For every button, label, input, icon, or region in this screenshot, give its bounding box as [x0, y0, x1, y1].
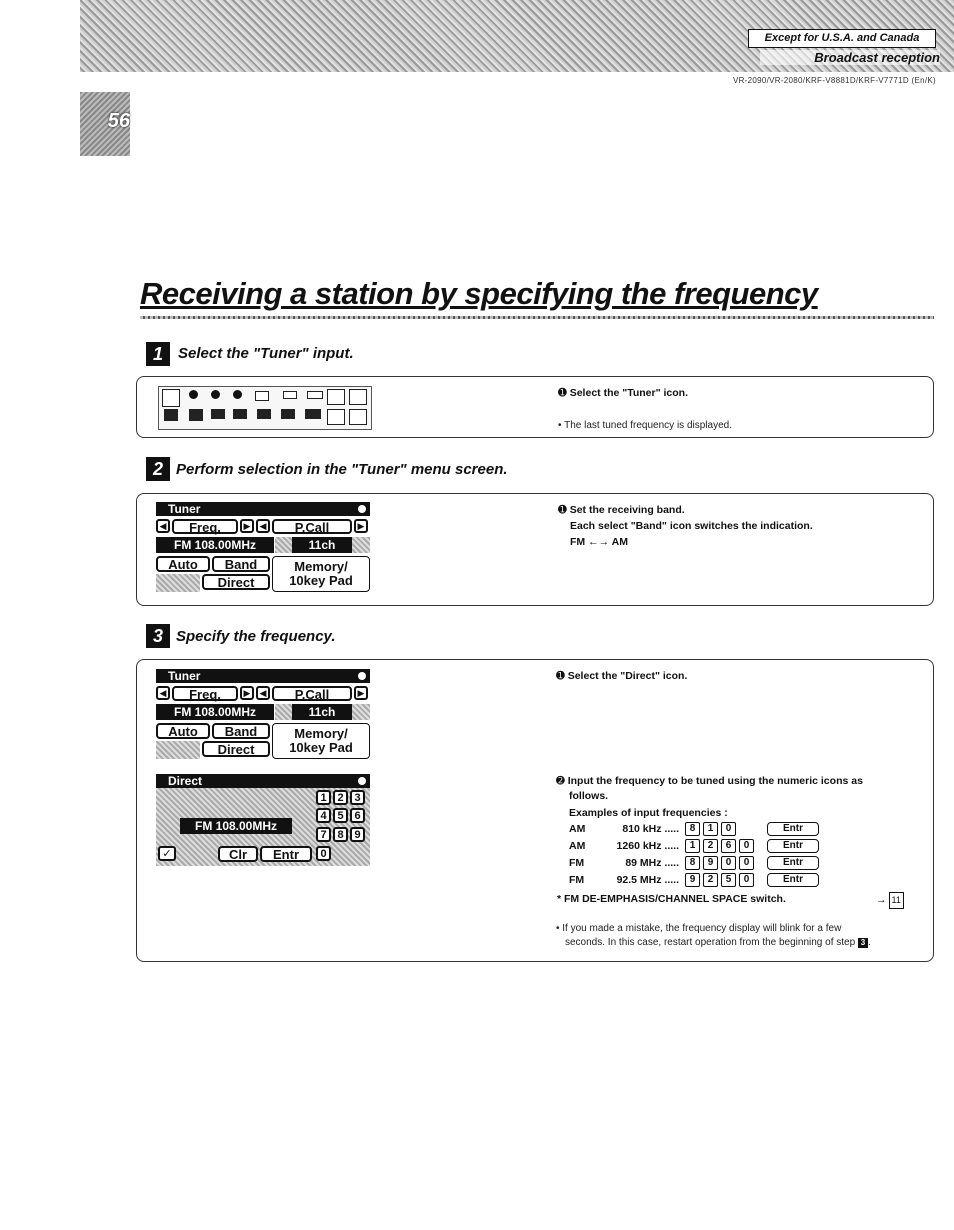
- example-band: FM: [569, 874, 585, 886]
- channel-display: 11ch: [292, 704, 352, 720]
- video2-icon[interactable]: [233, 409, 247, 419]
- tuner-screen-header: Tuner: [156, 669, 370, 683]
- frequency-display: FM 108.00MHz: [156, 537, 274, 553]
- direct-button[interactable]: Direct: [202, 741, 270, 757]
- example-key: 0: [739, 839, 754, 853]
- direct-screen: [156, 774, 370, 866]
- key-9[interactable]: 9: [350, 827, 365, 842]
- clear-button[interactable]: Clr: [218, 846, 258, 862]
- example-row: [569, 873, 819, 888]
- mistake-note-end: .: [867, 937, 871, 948]
- tv2-icon[interactable]: [189, 409, 203, 421]
- md-tape1-icon[interactable]: [283, 391, 297, 399]
- freq-up-button[interactable]: ▶: [240, 519, 254, 533]
- pcall-up-button[interactable]: ▶: [354, 519, 368, 533]
- example-key: 8: [685, 856, 700, 870]
- examples-label: Examples of input frequencies :: [569, 807, 728, 819]
- example-key: 5: [721, 873, 736, 887]
- example-row: [569, 822, 819, 837]
- deemphasis-note: * FM DE-EMPHASIS/CHANNEL SPACE switch.: [557, 893, 786, 905]
- title-underline: [140, 316, 934, 319]
- tuner-icon[interactable]: [255, 391, 269, 401]
- input-digital-icon[interactable]: [327, 389, 345, 405]
- memory-10key-button[interactable]: [272, 556, 370, 592]
- section-label: Broadcast reception: [760, 50, 940, 65]
- step-1-instruction: ➊ Select the "Tuner" icon.: [558, 387, 688, 399]
- step-3-inline-badge: 3: [858, 938, 868, 948]
- freq-button[interactable]: Freq.: [172, 686, 238, 701]
- example-key: 2: [703, 839, 718, 853]
- pcall-button[interactable]: P.Call: [272, 686, 352, 701]
- auto-button[interactable]: Auto: [156, 723, 210, 739]
- key-3[interactable]: 3: [350, 790, 365, 805]
- freq-button[interactable]: Freq.: [172, 519, 238, 534]
- freq-down-button[interactable]: ◀: [156, 686, 170, 700]
- step-2-title: Perform selection in the "Tuner" menu screen.: [176, 461, 508, 478]
- macro-icon[interactable]: [327, 409, 345, 425]
- step-2-badge: 2: [146, 457, 170, 481]
- step-1-title: Select the "Tuner" input.: [178, 345, 354, 362]
- example-freq: 89 MHz .....: [625, 857, 679, 869]
- step-1-badge: 1: [146, 342, 170, 366]
- step-2-instruction: ➊ Set the receiving band.: [558, 504, 685, 516]
- memory-10key-button[interactable]: [272, 723, 370, 759]
- example-key: 8: [685, 822, 700, 836]
- video1-icon[interactable]: [211, 409, 225, 419]
- example-key: 1: [703, 822, 718, 836]
- phono-icon[interactable]: [189, 390, 198, 399]
- example-entr: Entr: [767, 856, 819, 870]
- mistake-note: • If you made a mistake, the frequency display will blink for a few: [556, 923, 842, 934]
- example-row: [569, 856, 819, 871]
- example-key: 2: [703, 873, 718, 887]
- pcall-down-button[interactable]: ◀: [256, 519, 270, 533]
- example-freq: 1260 kHz .....: [616, 840, 679, 852]
- page-title: Receiving a station by specifying the frequency: [140, 276, 818, 311]
- example-freq: 810 kHz .....: [622, 823, 679, 835]
- input-icon-panel: [158, 386, 372, 430]
- pcall-down-button[interactable]: ◀: [256, 686, 270, 700]
- step-3-badge: 3: [146, 624, 170, 648]
- band-button[interactable]: Band: [212, 723, 270, 739]
- example-entr: Entr: [767, 873, 819, 887]
- key-4[interactable]: 4: [316, 808, 331, 823]
- memory-label: Memory/: [294, 726, 348, 741]
- video3-icon[interactable]: [257, 409, 271, 419]
- cdr-tape2-icon[interactable]: [307, 391, 323, 399]
- direct-frequency-display: FM 108.00MHz: [180, 818, 292, 834]
- key-8[interactable]: 8: [333, 827, 348, 842]
- example-entr: Entr: [767, 822, 819, 836]
- freq-up-button[interactable]: ▶: [240, 686, 254, 700]
- example-key: 9: [703, 856, 718, 870]
- direct-button[interactable]: Direct: [202, 574, 270, 590]
- page-reference[interactable]: [876, 892, 904, 909]
- example-key: 1: [685, 839, 700, 853]
- tuner-screen-step3: [156, 669, 370, 761]
- auto-button[interactable]: Auto: [156, 556, 210, 572]
- input-analog-icon[interactable]: [349, 389, 367, 405]
- key-2[interactable]: 2: [333, 790, 348, 805]
- page-number: 56: [107, 110, 130, 132]
- cd2-icon[interactable]: [233, 390, 242, 399]
- example-band: AM: [569, 823, 586, 835]
- example-key: 6: [721, 839, 736, 853]
- tv1-icon[interactable]: [164, 409, 178, 421]
- tenkey-label: 10key Pad: [289, 740, 353, 755]
- tuner-screen-step2: [156, 502, 370, 594]
- model-numbers: VR-2090/VR-2080/KRF-V8881D/KRF-V7771D (En/K): [732, 76, 936, 85]
- example-entr: Entr: [767, 839, 819, 853]
- example-key: 0: [721, 856, 736, 870]
- key-7[interactable]: 7: [316, 827, 331, 842]
- example-row: [569, 839, 819, 854]
- cd1-icon[interactable]: [211, 390, 220, 399]
- key-0[interactable]: 0: [316, 846, 331, 861]
- channel-display: 11ch: [292, 537, 352, 553]
- example-key: 0: [721, 822, 736, 836]
- example-freq: 92.5 MHz .....: [616, 874, 679, 886]
- sample-mode-icon[interactable]: [349, 409, 367, 425]
- pcall-button[interactable]: P.Call: [272, 519, 352, 534]
- step-3-instruction-2: ➋ Input the frequency to be tuned using the numeric icons as: [556, 775, 863, 787]
- example-key: 9: [685, 873, 700, 887]
- step-3-title: Specify the frequency.: [176, 628, 336, 645]
- example-band: FM: [569, 857, 585, 869]
- pcall-up-button[interactable]: ▶: [354, 686, 368, 700]
- tuner-screen-header: Tuner: [156, 502, 370, 516]
- checkmark-icon[interactable]: ✓: [158, 846, 176, 861]
- enter-button[interactable]: Entr: [260, 846, 312, 862]
- screen-indicator-dot: [358, 505, 366, 513]
- key-1[interactable]: 1: [316, 790, 331, 805]
- example-key: 0: [739, 856, 754, 870]
- direct-screen-header: Direct: [156, 774, 370, 788]
- screen-texture-lower: [156, 741, 200, 759]
- av-aux-icon[interactable]: [305, 409, 321, 419]
- mistake-note-cont: [565, 935, 871, 950]
- band-button[interactable]: Band: [212, 556, 270, 572]
- ref-arrow: →: [876, 894, 887, 906]
- example-key: 0: [739, 873, 754, 887]
- step-3-instruction-1: ➊ Select the "Direct" icon.: [556, 670, 688, 682]
- tenkey-label: 10key Pad: [289, 573, 353, 588]
- screen-texture-lower: [156, 574, 200, 592]
- step-1-note: • The last tuned frequency is displayed.: [558, 420, 732, 431]
- step-2-detail: Each select "Band" icon switches the indication.: [570, 520, 813, 532]
- screen-indicator-dot: [358, 777, 366, 785]
- key-5[interactable]: 5: [333, 808, 348, 823]
- screen-indicator-dot: [358, 672, 366, 680]
- key-6[interactable]: 6: [350, 808, 365, 823]
- example-band: AM: [569, 840, 586, 852]
- memory-label: Memory/: [294, 559, 348, 574]
- video4-icon[interactable]: [281, 409, 295, 419]
- region-label: Except for U.S.A. and Canada: [748, 29, 936, 48]
- freq-down-button[interactable]: ◀: [156, 519, 170, 533]
- mistake-note-text: seconds. In this case, restart operation from the beginning of step: [565, 937, 856, 948]
- frequency-display: FM 108.00MHz: [156, 704, 274, 720]
- band-cycle: FM ←→ AM: [570, 536, 628, 548]
- main-menu-icon[interactable]: [162, 389, 180, 407]
- step-3-instruction-2-cont: follows.: [569, 790, 609, 802]
- ref-page-number: 11: [889, 892, 904, 909]
